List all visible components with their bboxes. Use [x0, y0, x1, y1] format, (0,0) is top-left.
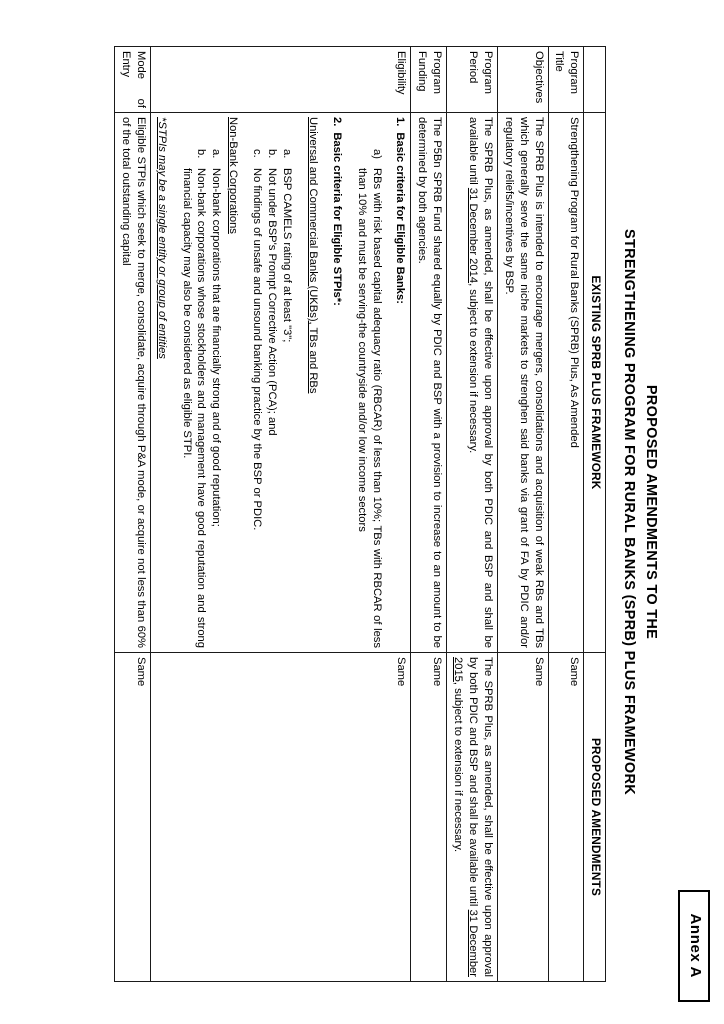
table-row [497, 47, 548, 982]
list-item-marker: c. [251, 149, 264, 158]
list-item [179, 149, 209, 648]
annex-label-text: Annex A [687, 913, 704, 978]
cell-existing-program-period: The SPRB Plus, as amended, shall be effective upon approval by both PDIC and BSP and shall be available until 31 December 2014, subject to extension if necessary. [447, 113, 498, 653]
list-item [279, 149, 294, 648]
annex-label-box [679, 890, 711, 1003]
cell-proposed-program-period: The SPRB Plus, as amended, shall be effective upon approval by both PDIC and BSP and shall be available until 31 December 2015, subject to extension if necessary. [447, 653, 498, 982]
list-item-text: Non-bank corporations whose stockholders and management have good reputation and strong financial capacity may also be considered as eligible STPI. [180, 168, 208, 648]
list-item [354, 149, 384, 648]
table-row [150, 47, 411, 982]
row-label-line-2: Entry [119, 51, 132, 78]
amendments-table [114, 46, 606, 982]
row-label-line-1: Eligibility [395, 51, 408, 95]
underlined-date: 31 December 2015 [452, 657, 479, 977]
eligibility-footnote: *STPIs may be a single entity or group of entities [155, 117, 168, 359]
list-item-text: Not under BSP's Prompt Corrective Action (PCA); and [266, 168, 279, 436]
row-label-program-funding [411, 47, 447, 113]
row-label-line-1: Program [481, 51, 494, 94]
table-header-row [584, 47, 606, 982]
column-header-proposed: PROPOSED AMENDMENTS [584, 653, 606, 982]
cell-existing-eligibility [150, 113, 411, 653]
list-item-text: BSP CAMELS rating of at least "3"; [280, 168, 293, 343]
nonbank-group-heading: Non-Bank Corporations [227, 117, 240, 234]
row-label-line-1: Objectives [532, 51, 545, 104]
row-label-program-period [447, 47, 498, 113]
spacer [294, 117, 303, 648]
cell-proposed-program-funding: Same [411, 653, 447, 982]
item-2-number: 2. [330, 117, 343, 127]
nonbank-group-list [179, 149, 224, 648]
table-corner-cell [584, 47, 606, 113]
row-label-line-2: Funding [416, 51, 429, 92]
eligibility-item-2 [329, 117, 344, 648]
row-label-line-1 [133, 51, 148, 108]
column-header-existing: EXISTING SPRB PLUS FRAMEWORK [584, 113, 606, 653]
underlined-date: 31 December 2014 [466, 187, 479, 284]
item-1-number: 1. [394, 117, 407, 127]
list-item [249, 149, 264, 648]
sub-item-marker: a) [370, 149, 383, 159]
list-item-marker: a. [210, 149, 223, 159]
list-item-text: No findings of unsafe and unsound banking practice by the BSP or PDIC. [251, 168, 264, 531]
row-label-mode-of-entry [115, 47, 151, 113]
row-label-line-1: Program [431, 51, 444, 94]
cell-proposed-eligibility: Same [150, 653, 411, 982]
title-line-1: PROPOSED AMENDMENTS TO THE [643, 384, 659, 640]
sub-item-text: RBs with risk based capital adequacy ratio (RBCAR) of less than 10%; TBs with RBCAR of less than 10% and must be serving-the countryside and/or low income sectors [355, 168, 383, 648]
row-label-line-2: Title [553, 51, 566, 72]
table-row [115, 47, 151, 982]
list-item-marker: b. [195, 149, 208, 159]
spacer [384, 117, 393, 648]
cell-proposed-program-title: Same [548, 653, 584, 982]
eligibility-item-1 [393, 117, 408, 648]
cell-existing-program-funding: The P5Bn SPRB Fund shared equally by PDIC and BSP with a provision to increase to an amount to be determined by both agencies. [411, 113, 447, 653]
list-item-marker: b. [266, 149, 279, 159]
spacer [345, 117, 354, 648]
document-title [617, 0, 662, 1024]
table-row [411, 47, 447, 982]
bank-group-heading: Universal and Commercial Banks (UKBs), TBs and RBs [306, 117, 319, 394]
title-line-2: STRENGTHENING PROGRAM FOR RURAL BANKS (SPRB) PLUS FRAMEWORK [620, 228, 637, 795]
cell-existing-mode-of-entry: Eligible STPIs which seek to merge, consolidate, acquire through P&A mode, or acquire not less than 60% of the total outstanding capital [115, 113, 151, 653]
list-item-marker: a. [280, 149, 293, 159]
cell-existing-program-title: Strengthening Program for Rural Banks (SPRB) Plus, As Amended [548, 113, 584, 653]
row-label-line-1: Program [568, 51, 581, 94]
row-label-word-of: of [134, 98, 147, 108]
row-label-word-mode: Mode [134, 51, 147, 79]
bank-group-list [249, 149, 294, 648]
table-row [548, 47, 584, 982]
eligibility-item-1-sublist [354, 149, 384, 648]
row-label-program-title [548, 47, 584, 113]
row-label-line-2: Period [466, 51, 479, 84]
table-row [447, 47, 498, 982]
item-2-heading: Basic criteria for Eligible STPIs*: [330, 132, 343, 306]
cell-existing-objectives: The SPRB Plus is intended to encourage mergers, consolidations and acquisition of weak RBs and TBs which generally serve the same niche markets to strenghen said banks via grant of FA by PDIC and/or regulatory reliefs/incentives by BSP. [497, 113, 548, 653]
item-1-heading: Basic criteria for Eligible Banks: [394, 132, 407, 304]
list-item [264, 149, 279, 648]
row-label-eligibility [150, 47, 411, 113]
list-item-text: Non-bank corporations that are financially strong and of good reputation; [210, 168, 223, 527]
cell-proposed-objectives: Same [497, 653, 548, 982]
list-item [209, 149, 224, 648]
row-label-objectives [497, 47, 548, 113]
cell-proposed-mode-of-entry: Same [115, 653, 151, 982]
